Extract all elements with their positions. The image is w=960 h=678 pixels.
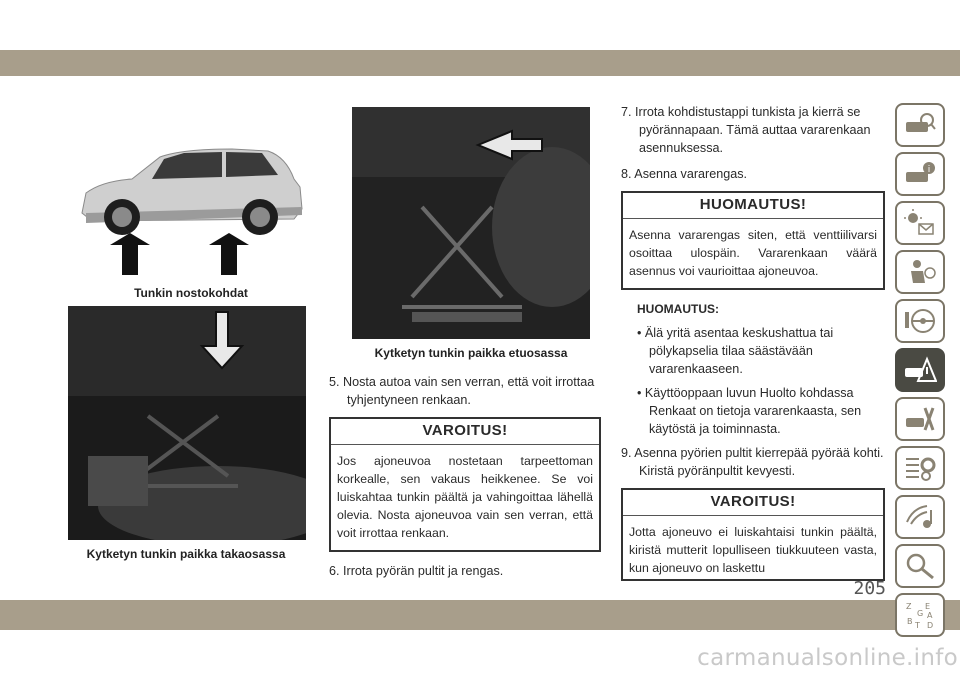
step-6: 6. Irrota pyörän pultit ja rengas. [329, 564, 504, 578]
svg-text:T: T [915, 621, 920, 630]
service-tools-icon[interactable] [895, 397, 945, 441]
alphabet-index-icon[interactable] [895, 593, 945, 637]
note-bullet-1: • Älä yritä asentaa keskushattua tai pölykapselia tilaa säästävään vararenkaaseen. [637, 326, 834, 376]
note-title: HUOMAUTUS: [637, 302, 719, 316]
front-jack-photo [352, 107, 590, 339]
steering-wheel-icon[interactable] [895, 299, 945, 343]
step-7: 7. Irrota kohdistustappi tunkista ja kierrä se pyörännapaan. Tämä auttaa vararenkaan asennuksessa. [621, 105, 871, 155]
step-9: 9. Asenna pyörien pultit kierrepää pyörää kohti. Kiristä pyöränpultit kevyesti. [621, 446, 884, 478]
specifications-gears-icon[interactable] [895, 446, 945, 490]
warning-body-2: Jotta ajoneuvo ei luiskahtaisi tunkin päältä, kiristä mutterit lopulliseen tiukkuuteen vasta, kun ajoneuvo on laskettu [629, 525, 877, 575]
search-index-icon[interactable] [895, 544, 945, 588]
page-number: 205 [853, 578, 886, 599]
svg-text:G: G [917, 609, 924, 618]
svg-text:A: A [927, 611, 933, 620]
indicator-lights-icon[interactable] [895, 201, 945, 245]
car-magnifier-icon[interactable] [895, 103, 945, 147]
caution-title: HUOMAUTUS! [623, 193, 883, 219]
column-middle [329, 373, 601, 588]
watermark: carmanualsonline.info [697, 645, 958, 671]
chapter-tabs [895, 103, 947, 642]
warning-box-2 [621, 488, 885, 581]
bottom-band [0, 600, 960, 630]
step-8: 8. Asenna vararengas. [621, 167, 748, 181]
seat-airbag-icon[interactable] [895, 250, 945, 294]
svg-text:E: E [925, 602, 931, 611]
svg-text:Z: Z [906, 602, 912, 611]
caption-front-jack: Kytketyn tunkin paikka etuosassa [374, 346, 568, 360]
svg-text:B: B [907, 617, 913, 626]
car-lift-points-illustration [72, 135, 310, 280]
warning-body-1: Jos ajoneuvoa nostetaan tarpeettoman korkealle, sen vakaus heikkenee. Se voi luiskahtaa tunkin päältä ja vahingoittaa lähellä olevia. Nosta ajoneuvoa vain sen verran, että voit irrottaa renkaan. [337, 454, 593, 540]
note-bullet-2: • Käyttöoppaan luvun Huolto kohdassa Renkaat on tietoja vararenkaasta, sen käytöstä ja toiminnasta. [637, 386, 862, 436]
car-info-icon[interactable] [895, 152, 945, 196]
caption-rear-jack: Kytketyn tunkin paikka takaosassa [86, 547, 286, 561]
svg-text:D: D [927, 621, 934, 630]
caution-box [621, 191, 885, 290]
top-band [0, 50, 960, 76]
rear-jack-photo [68, 306, 306, 540]
column-right [621, 103, 885, 591]
caption-lift-points: Tunkin nostokohdat [134, 286, 248, 300]
warning-box-1 [329, 417, 601, 552]
multimedia-icon[interactable] [895, 495, 945, 539]
svg-text:i: i [927, 165, 931, 175]
caution-body: Asenna vararengas siten, että venttiilivarsi osoittaa ulospäin. Vararenkaan väärä asennus voi vaurioittaa ajoneuvoa. [629, 228, 877, 278]
step-5: 5. Nosta autoa vain sen verran, että voit irrottaa tyhjentyneen renkaan. [329, 375, 595, 407]
roadside-warning-icon[interactable] [895, 348, 945, 392]
warning-title-1: VAROITUS! [331, 419, 599, 445]
warning-title-2: VAROITUS! [623, 490, 883, 516]
